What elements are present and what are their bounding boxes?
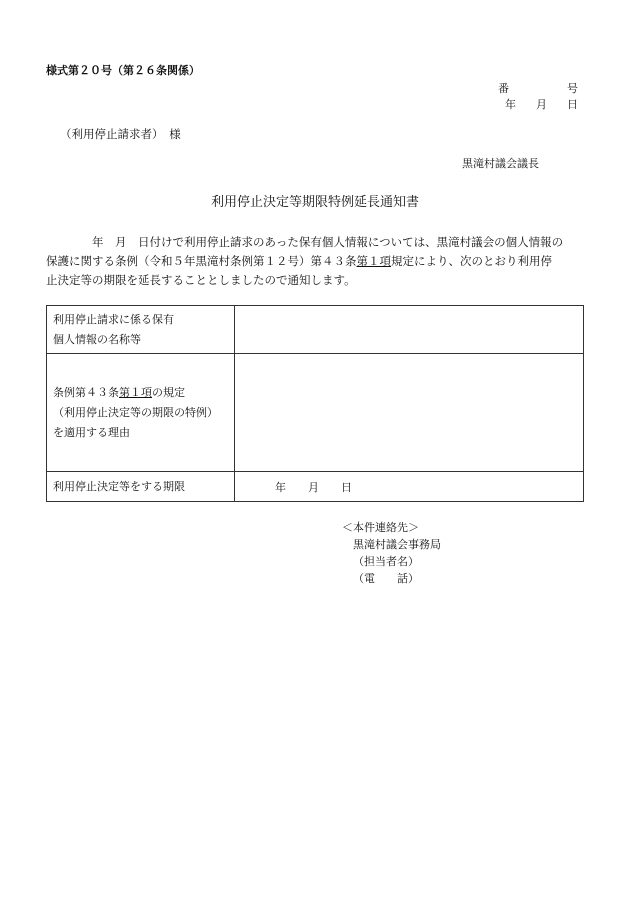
date-day: 日 <box>567 98 578 111</box>
row1-label <box>47 306 235 354</box>
row1-label-line2: 個人情報の名称等 <box>53 332 141 346</box>
row3-label: 利用停止決定等をする期限 <box>47 472 235 502</box>
contact-person: （担当者名） <box>353 555 419 568</box>
date-month: 月 <box>536 98 547 111</box>
contact-block <box>342 519 441 587</box>
row2-label-line1-underlined: 第１項 <box>119 385 152 399</box>
table-row <box>47 306 584 354</box>
contact-office: 黒滝村議会事務局 <box>353 538 441 551</box>
body-line-2-a: 保護に関する条例（令和５年黒滝村条例第１２号）第４３条 <box>46 254 357 268</box>
row2-label-line1-b: の規定 <box>152 385 185 399</box>
sender: 黒滝村議会議長 <box>462 157 539 170</box>
row1-label-line1: 利用停止請求に係る保有 <box>53 312 174 326</box>
date-year: 年 <box>505 98 516 111</box>
row2-label-line3: を適用する理由 <box>53 425 130 439</box>
number-label-go: 号 <box>567 82 578 95</box>
body-line-2-b: 規定により、次のとおり利用停 <box>391 254 552 268</box>
row2-value <box>235 354 584 472</box>
table-row <box>47 472 584 502</box>
row2-label-line1 <box>53 383 228 403</box>
body-line-2 <box>46 252 584 271</box>
row2-label <box>47 354 235 472</box>
contact-phone: （電 話） <box>353 572 419 585</box>
issue-date-line <box>505 96 578 112</box>
row3-value: 年 月 日 <box>235 472 584 502</box>
contact-heading: ＜本件連絡先＞ <box>342 521 419 534</box>
body-line-1: 年 月 日付けで利用停止請求のあった保有個人情報については、黒滝村議会の個人情報の <box>46 235 564 249</box>
addressee: （利用停止請求者） 様 <box>60 127 181 141</box>
table-row <box>47 354 584 472</box>
row2-label-line1-a: 条例第４３条 <box>53 385 119 399</box>
number-label-ban: 番 <box>498 82 509 95</box>
form-number: 様式第２０号（第２６条関係） <box>46 64 200 77</box>
body-paragraph <box>46 233 584 290</box>
body-line-2-underlined: 第１項 <box>356 254 391 268</box>
row2-label-line2: （利用停止決定等の期限の特例） <box>53 405 218 419</box>
row1-value <box>235 306 584 354</box>
document-number-line <box>498 80 578 96</box>
document-title: 利用停止決定等期限特例延長通知書 <box>210 195 419 210</box>
info-table <box>46 305 584 502</box>
body-line-3: 止決定等の期限を延長することとしましたので通知します。 <box>46 273 356 287</box>
